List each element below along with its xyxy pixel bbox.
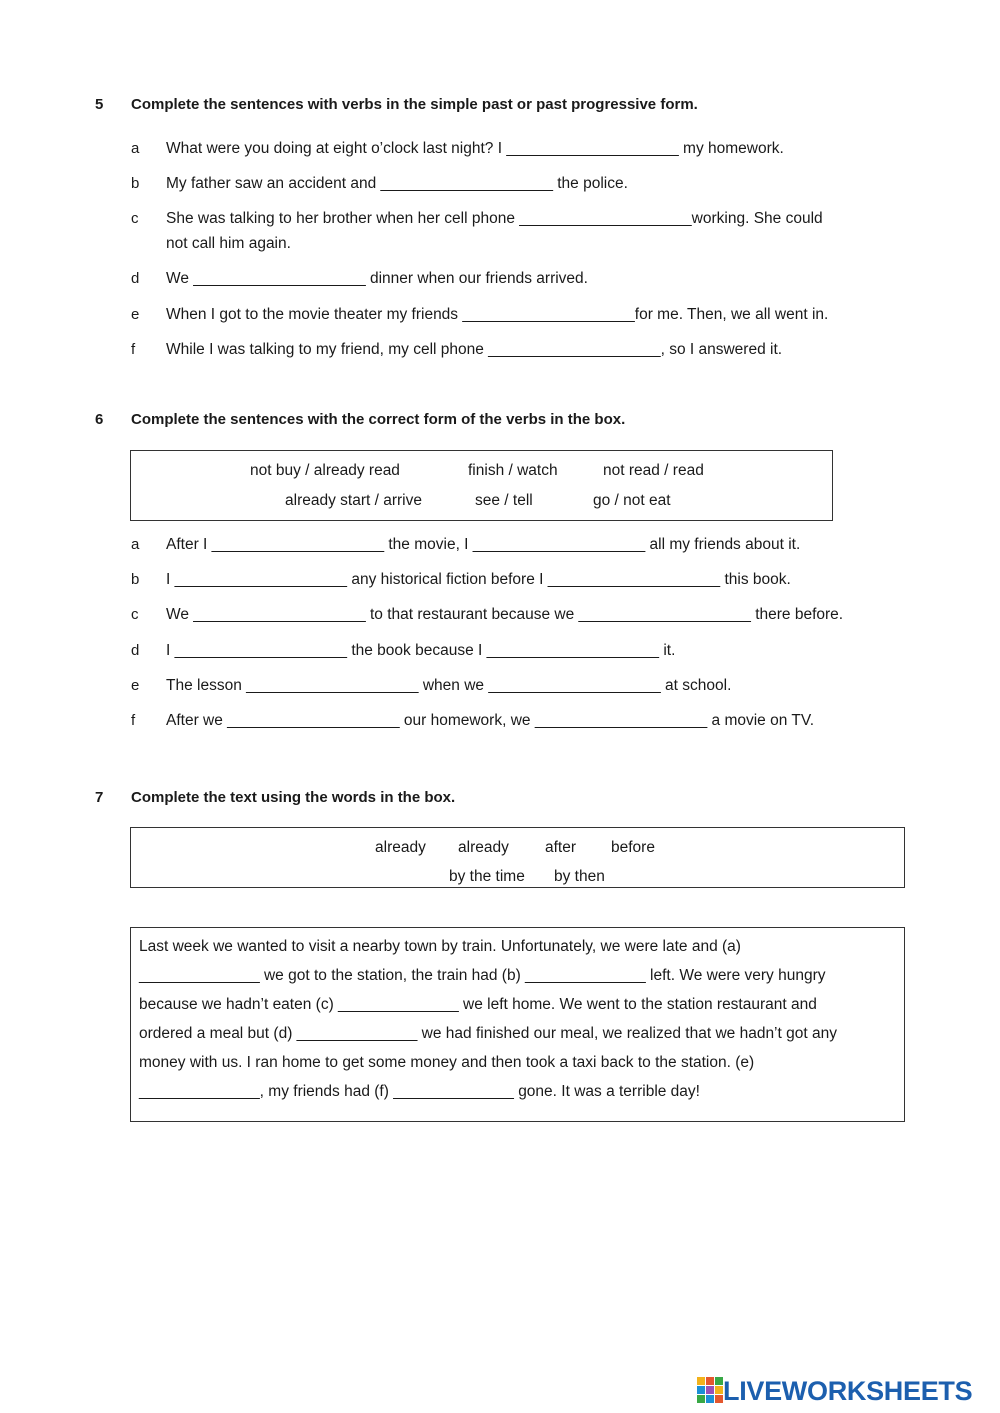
liveworksheets-logo-text: LIVEWORKSHEETS <box>723 1376 973 1406</box>
item-sentence: The lesson ____________________ when we ____________________ at school. <box>166 677 732 694</box>
word-box <box>130 827 905 888</box>
item-sentence: When I got to the movie theater my friends ____________________for me. Then, we all went in. <box>166 306 829 323</box>
word-box-item: already <box>375 839 426 856</box>
text-passage-box <box>130 927 905 1122</box>
exercise-number: 5 <box>95 96 104 113</box>
passage-line: because we hadn’t eaten (c) ______________ we left home. We went to the station restaurant and <box>139 996 817 1013</box>
item-letter: e <box>131 306 140 323</box>
word-box-item: by then <box>554 868 605 885</box>
item-letter: a <box>131 140 140 157</box>
exercise-number: 7 <box>95 789 104 806</box>
item-letter: b <box>131 571 140 588</box>
item-letter: a <box>131 536 140 553</box>
exercise-instruction: Complete the sentences with verbs in the simple past or past progressive form. <box>131 96 698 113</box>
item-sentence: I ____________________ any historical fiction before I ____________________ this book. <box>166 571 791 588</box>
item-letter: d <box>131 270 140 287</box>
word-box-item: already start / arrive <box>285 492 422 509</box>
word-box <box>130 450 833 521</box>
passage-line: ordered a meal but (d) ______________ we had finished our meal, we realized that we hadn’t got any <box>139 1025 837 1042</box>
liveworksheets-logo <box>697 1376 972 1407</box>
word-box-item: not read / read <box>603 462 704 479</box>
passage-line: money with us. I ran home to get some money and then took a taxi back to the station. (e) <box>139 1054 755 1071</box>
passage-line: Last week we wanted to visit a nearby town by train. Unfortunately, we were late and (a) <box>139 938 741 955</box>
word-box-item: after <box>545 839 577 856</box>
item-sentence: We ____________________ to that restaurant because we ____________________ there before. <box>166 606 844 623</box>
item-letter: c <box>131 210 139 227</box>
passage-line: ______________, my friends had (f) ______________ gone. It was a terrible day! <box>139 1083 700 1100</box>
item-sentence: After we ____________________ our homework, we ____________________ a movie on TV. <box>166 712 815 729</box>
exercise-instruction: Complete the text using the words in the box. <box>131 789 456 806</box>
item-sentence: While I was talking to my friend, my cell phone ____________________, so I answered it. <box>166 341 783 358</box>
word-box-item: before <box>611 839 655 856</box>
word-box-item: go / not eat <box>593 492 671 509</box>
item-letter: f <box>131 341 136 358</box>
item-sentence-continued: not call him again. <box>166 235 291 252</box>
liveworksheets-logo-icon <box>697 1377 723 1407</box>
item-sentence: After I ____________________ the movie, I ____________________ all my friends about it. <box>166 536 801 553</box>
word-box-item: finish / watch <box>468 462 558 479</box>
exercise-instruction: Complete the sentences with the correct form of the verbs in the box. <box>131 411 626 428</box>
word-box-item: see / tell <box>475 492 533 509</box>
item-sentence: We ____________________ dinner when our friends arrived. <box>166 270 588 287</box>
item-letter: c <box>131 606 139 623</box>
word-box-item: already <box>458 839 509 856</box>
item-letter: b <box>131 175 140 192</box>
item-sentence: What were you doing at eight o’clock last night? I ____________________ my homework. <box>166 140 784 157</box>
item-sentence: My father saw an accident and ____________________ the police. <box>166 175 628 192</box>
word-box-item: not buy / already read <box>250 462 400 479</box>
item-letter: d <box>131 642 140 659</box>
item-sentence: She was talking to her brother when her cell phone ____________________working. She could <box>166 210 823 227</box>
item-sentence: I ____________________ the book because I ____________________ it. <box>166 642 676 659</box>
item-letter: f <box>131 712 136 729</box>
item-letter: e <box>131 677 140 694</box>
exercise-number: 6 <box>95 411 104 428</box>
word-box-item: by the time <box>449 868 525 885</box>
passage-line: ______________ we got to the station, the train had (b) ______________ left. We were very hungry <box>139 967 826 984</box>
